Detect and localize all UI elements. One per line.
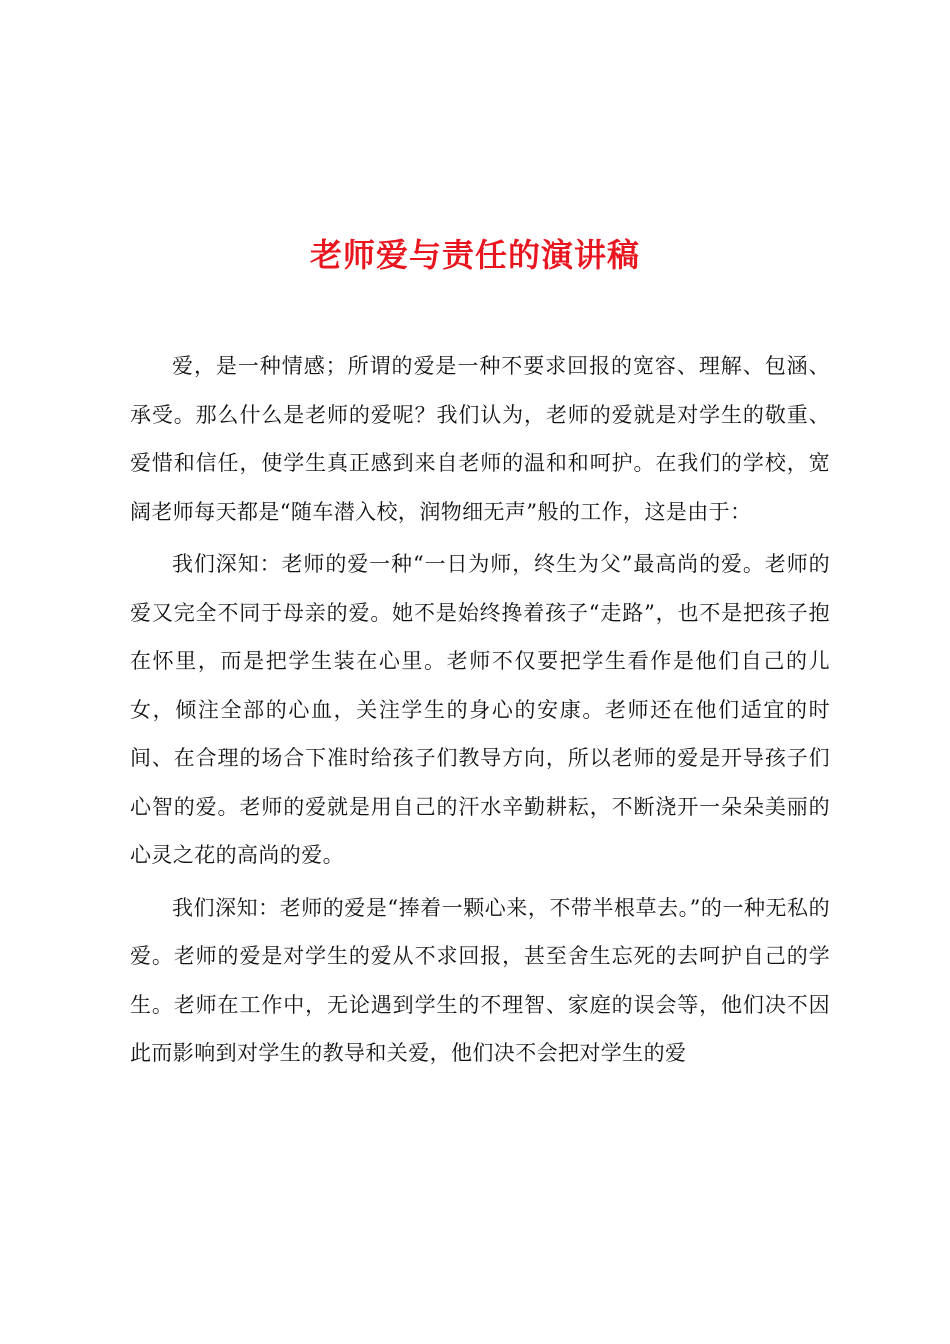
paragraph: 我们深知：老师的爱是“捧着一颗心来，不带半根草去。”的一种无私的爱。老师的爱是对学生的爱从不求回报，甚至舍生忘死的去呵护自己的学生。老师在工作中，无论遇到学生的不理智、家庭的误会等，他们决不因此而影响到对学生的教导和关爱，他们决不会把对学生的爱 bbox=[130, 895, 830, 1065]
document-body bbox=[130, 342, 830, 1082]
paragraph: 我们深知：老师的爱一种“一日为师，终生为父”最高尚的爱。老师的爱又完全不同于母亲的爱。她不是始终搀着孩子“走路”，也不是把孩子抱在怀里，而是把学生装在心里。老师不仅要把学生看作是他们自己的儿女，倾注全部的心血，关注学生的身心的安康。老师还在他们适宜的时间、在合理的场合下准时给孩子们教导方向，所以老师的爱是开导孩子们心智的爱。老师的爱就是用自己的汗水辛勤耕耘，不断浇开一朵朵美丽的心灵之花的高尚的爱。 bbox=[130, 552, 830, 867]
document-title: 老师爱与责任的演讲稿 bbox=[309, 236, 640, 275]
paragraph: 爱，是一种情感；所谓的爱是一种不要求回报的宽容、理解、包涵、承受。那么什么是老师的爱呢？我们认为，老师的爱就是对学生的敬重、爱惜和信任，使学生真正感到来自老师的温和和呵护。在我们的学校，宽阔老师每天都是“随车潜入校，润物细无声”般的工作，这是由于： bbox=[130, 354, 830, 524]
